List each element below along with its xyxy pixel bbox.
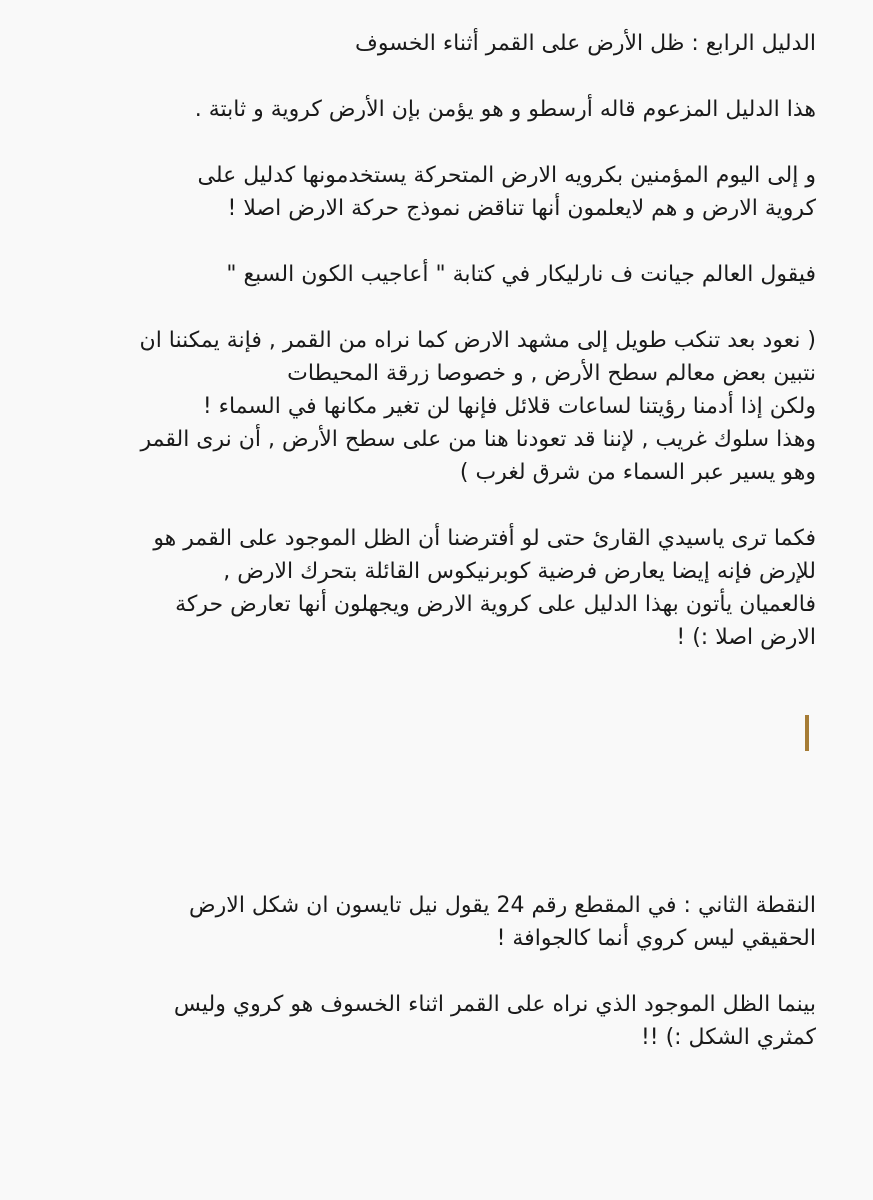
note-text-lower[interactable] bbox=[40, 889, 816, 1054]
note-text-upper[interactable] bbox=[40, 27, 816, 654]
paragraph-second-point: النقطة الثاني : في المقطع رقم 24 يقول نيل تايسون ان شكل الارض الحقيقي ليس كروي أنما كالجوافة ! bbox=[189, 893, 816, 951]
text-cursor bbox=[805, 715, 809, 751]
paragraph-aristotle: هذا الدليل المزعوم قاله أرسطو و هو يؤمن بإن الأرض كروية و ثابتة . bbox=[194, 97, 816, 122]
paragraph-conclusion: فكما ترى ياسيدي القارئ حتى لو أفترضنا أن الظل الموجود على القمر هو للإرض فإنه إيضا يعارض فرضية كوبرنيكوس القائلة بتحرك الارض , فالعميان يأتون بهذا الدليل على كروية الارض ويجهلون أنها تعارض حركة الارض اصلا :) ! bbox=[153, 526, 816, 650]
paragraph-believers: و إلى اليوم المؤمنين بكرويه الارض المتحركة يستخدمونها كدليل على كروية الارض و هم لايعلمون أنها تناقض نموذج حركة الارض اصلا ! bbox=[197, 163, 816, 221]
section-heading: الدليل الرابع : ظل الأرض على القمر أثناء الخسوف bbox=[355, 31, 816, 56]
paragraph-quote: ( نعود بعد تنكب طويل إلى مشهد الارض كما نراه من القمر , فإنة يمكننا ان نتبين بعض معالم سطح الأرض , و خصوصا زرقة المحيطات ولكن إذا أدمنا رؤيتنا لساعات قلائل فإنها لن تغير مكانها في السماء ! وهذا سلوك غريب , لإننا قد تعودنا هنا من على سطح الأرض , أن نرى القمر وهو يسير عبر السماء من شرق لغرب ) bbox=[139, 328, 816, 485]
paragraph-shadow-shape: بينما الظل الموجود الذي نراه على القمر اثناء الخسوف هو كروي وليس كمثري الشكل :) !! bbox=[173, 992, 816, 1050]
paragraph-narlikar-intro: فيقول العالم جيانت ف نارليكار في كتابة " أعاجيب الكون السبع " bbox=[226, 262, 816, 287]
